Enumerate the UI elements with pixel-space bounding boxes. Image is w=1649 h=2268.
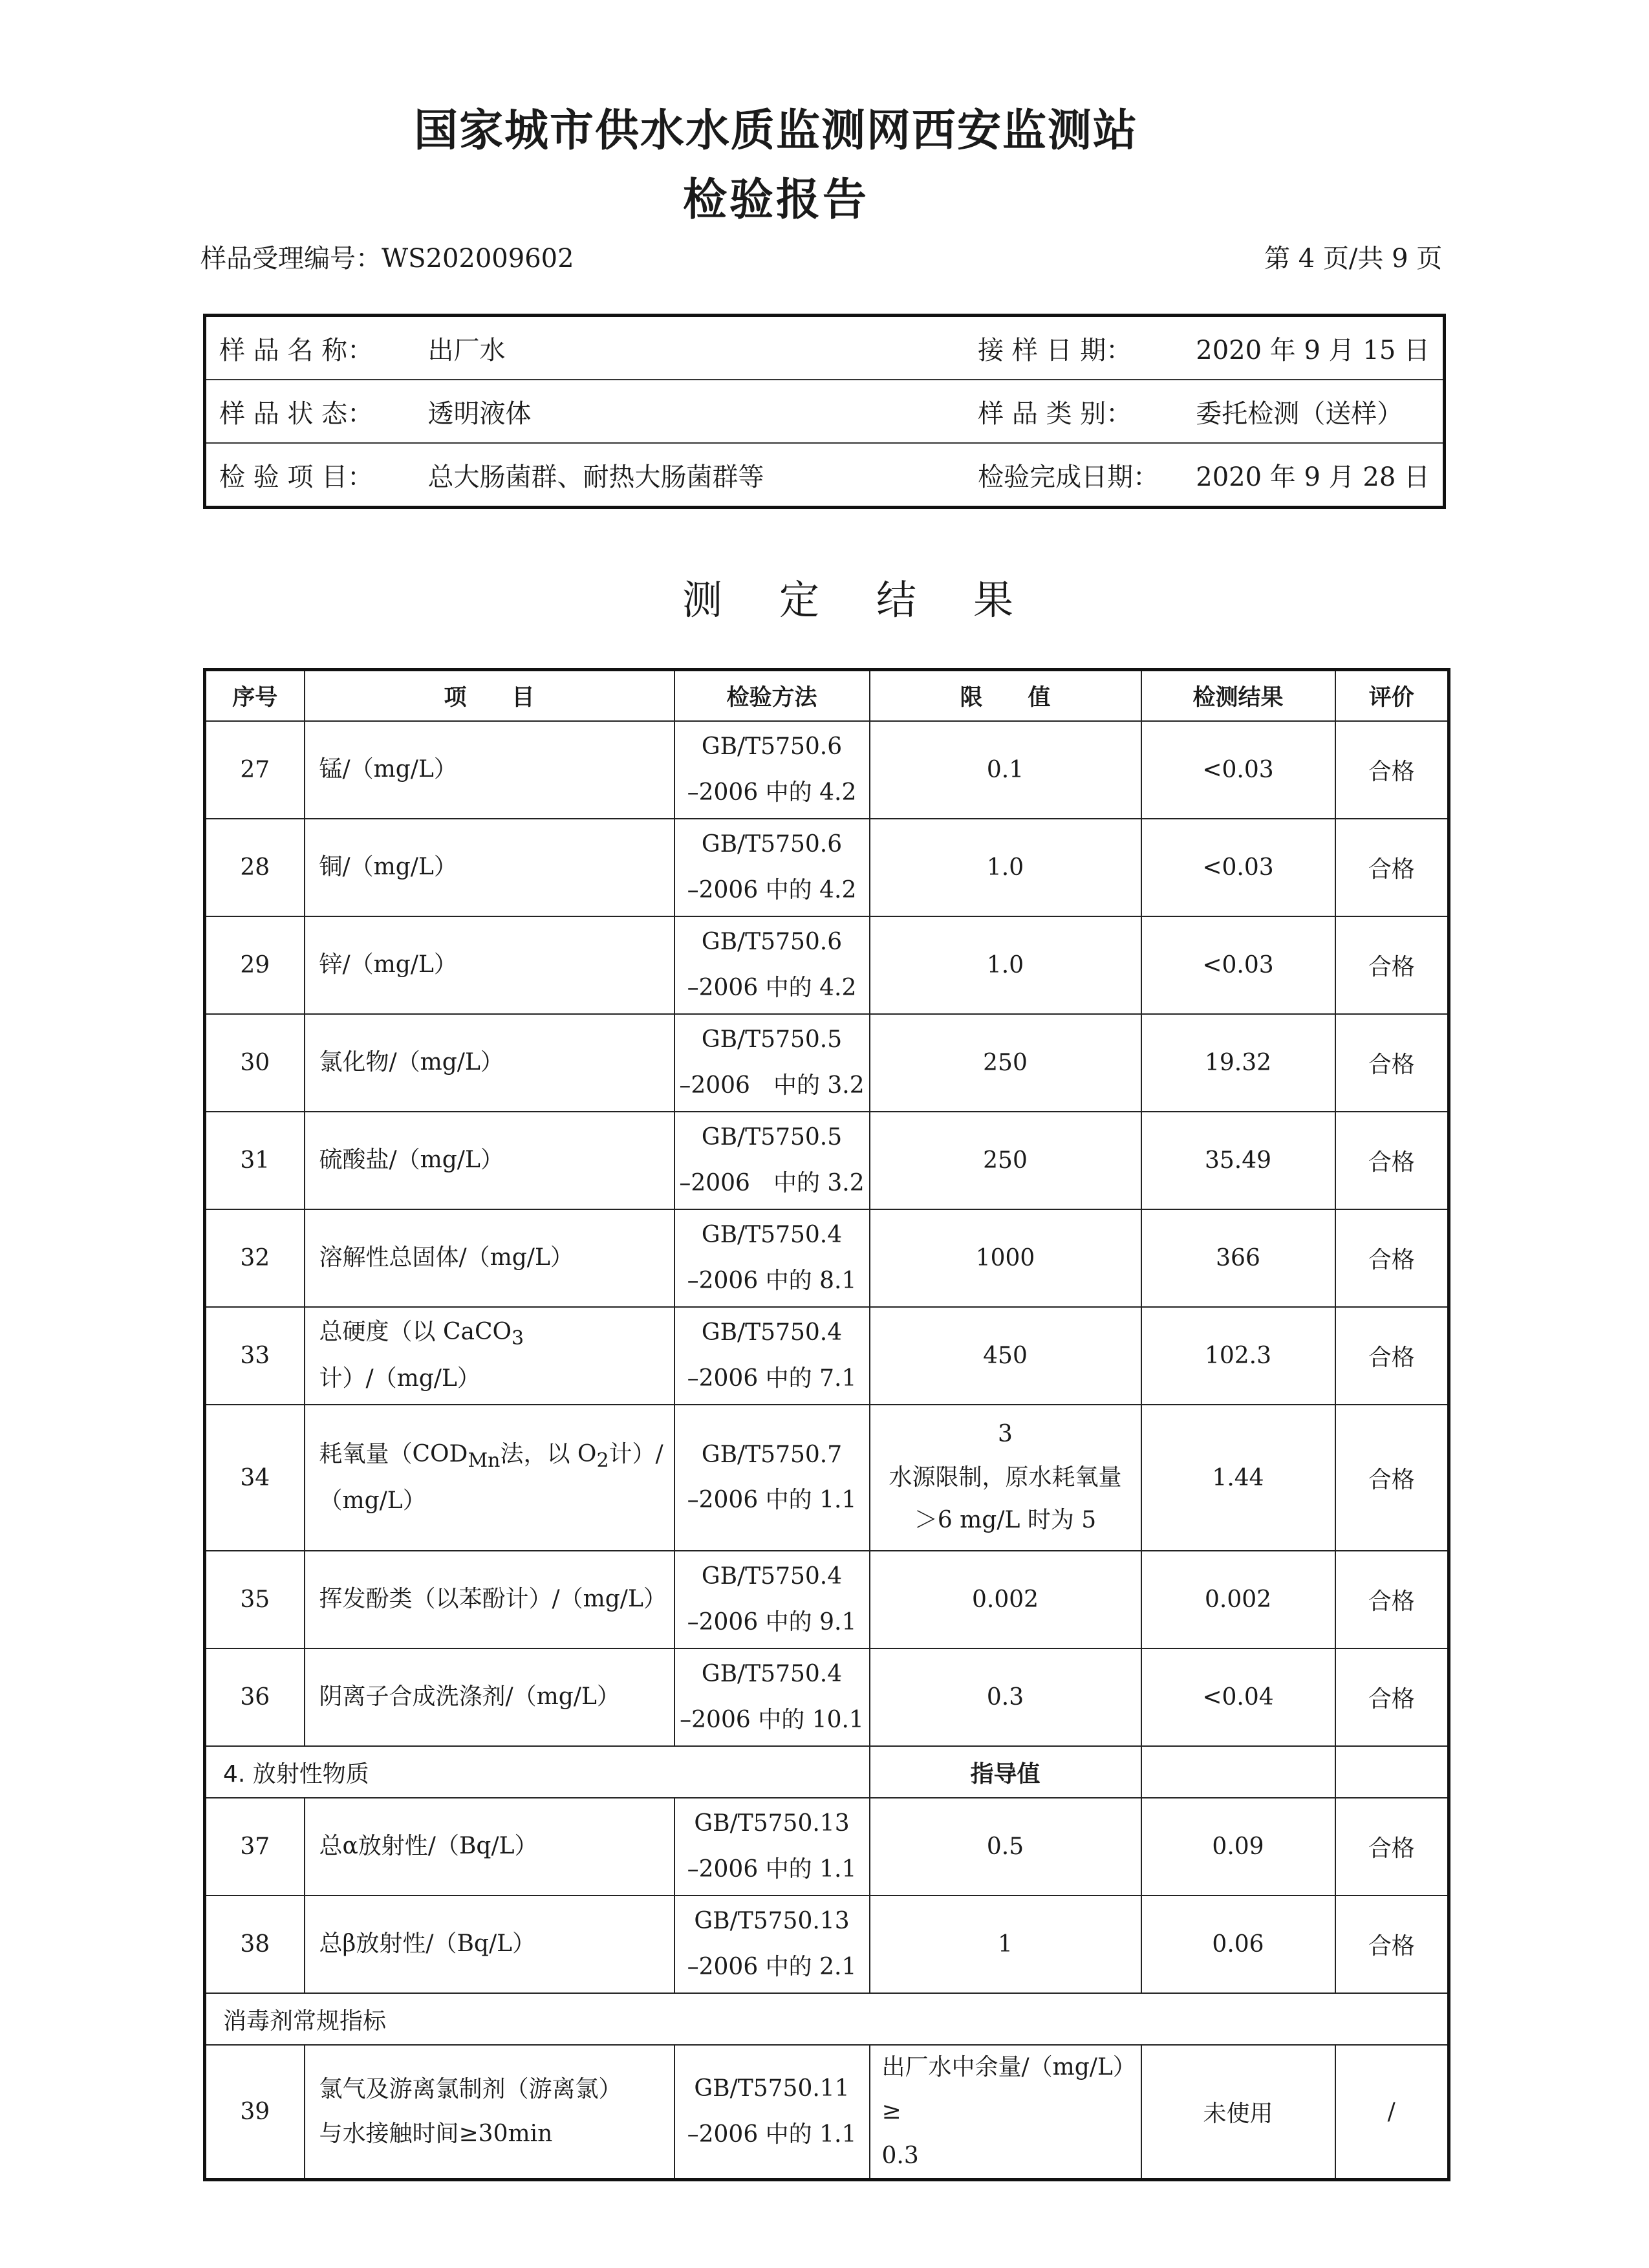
row-limit: 450 bbox=[870, 1307, 1141, 1405]
row-item: 总α放射性/（Bq/L） bbox=[305, 1798, 674, 1895]
item-text: 计）/ bbox=[609, 1440, 663, 1467]
row-eval: 合格 bbox=[1335, 1551, 1449, 1648]
method-line: –2006 中的 4.2 bbox=[687, 974, 857, 1001]
section-row-radioactive bbox=[205, 1746, 1449, 1798]
results-heading-char: 定 bbox=[779, 576, 821, 623]
row-item: 锌/（mg/L） bbox=[305, 916, 674, 1014]
row-result: 102.3 bbox=[1141, 1307, 1335, 1405]
method-line: –2006 中的 4.2 bbox=[687, 779, 857, 806]
row-no: 36 bbox=[205, 1648, 305, 1746]
item-line: 与水接触时间≥30min bbox=[319, 2120, 553, 2147]
row-result: <0.03 bbox=[1141, 819, 1335, 916]
row-no: 29 bbox=[205, 916, 305, 1014]
row-item: 溶解性总固体/（mg/L） bbox=[305, 1209, 674, 1307]
row-limit: 0.3 bbox=[870, 1648, 1141, 1746]
table-row bbox=[205, 721, 1449, 819]
method-line: GB/T5750.6 bbox=[701, 831, 843, 858]
table-row bbox=[205, 1551, 1449, 1648]
empty-cell bbox=[1141, 1746, 1335, 1798]
report-subtitle: 检验报告 bbox=[682, 175, 869, 226]
row-limit: 0.1 bbox=[870, 721, 1141, 819]
method-line: –2006 中的 1.1 bbox=[687, 1487, 857, 1513]
row-item bbox=[305, 1307, 674, 1405]
row-result: 未使用 bbox=[1141, 2045, 1335, 2180]
row-method bbox=[674, 1648, 870, 1746]
complete-date-value: 2020 年 9 月 28 日 bbox=[1196, 462, 1430, 492]
row-limit: 250 bbox=[870, 1014, 1141, 1112]
header-method: 检验方法 bbox=[674, 670, 870, 722]
header-eval: 评价 bbox=[1335, 670, 1449, 722]
row-method bbox=[674, 721, 870, 819]
section-label: 4. 放射性物质 bbox=[205, 1746, 870, 1798]
row-method bbox=[674, 1405, 870, 1551]
method-line: GB/T5750.13 bbox=[694, 1908, 850, 1935]
row-eval: 合格 bbox=[1335, 1405, 1449, 1551]
method-line: GB/T5750.4 bbox=[701, 1563, 843, 1590]
limit-line: ＞6 mg/L 时为 5 bbox=[914, 1507, 1097, 1534]
method-line: –2006 中的 7.1 bbox=[687, 1365, 857, 1392]
guide-value-header: 指导值 bbox=[870, 1746, 1141, 1798]
table-row bbox=[205, 916, 1449, 1014]
complete-date-label: 检验完成日期： bbox=[978, 462, 1159, 492]
row-method bbox=[674, 1798, 870, 1895]
report-title: 国家城市供水水质监测网西安监测站 bbox=[413, 105, 1138, 157]
table-row bbox=[205, 1895, 1449, 1993]
row-item bbox=[305, 2045, 674, 2180]
method-line: GB/T5750.6 bbox=[701, 733, 843, 761]
table-row bbox=[205, 1112, 1449, 1209]
item-subscript: 2 bbox=[596, 1449, 609, 1472]
table-row bbox=[205, 1014, 1449, 1112]
row-result: <0.03 bbox=[1141, 721, 1335, 819]
row-eval: 合格 bbox=[1335, 1798, 1449, 1895]
limit-line: 0.3 bbox=[881, 2142, 919, 2169]
row-method bbox=[674, 1209, 870, 1307]
table-row bbox=[205, 1405, 1449, 1551]
item-text: 总硬度（以 CaCO bbox=[319, 1319, 512, 1346]
row-result: <0.04 bbox=[1141, 1648, 1335, 1746]
row-method bbox=[674, 1014, 870, 1112]
header-item: 项 目 bbox=[305, 670, 674, 722]
method-line: –2006 中的 4.2 bbox=[687, 876, 857, 903]
table-row bbox=[205, 2045, 1449, 2180]
table-row bbox=[205, 1798, 1449, 1895]
row-eval: 合格 bbox=[1335, 1648, 1449, 1746]
row-limit: 0.002 bbox=[870, 1551, 1141, 1648]
row-eval: 合格 bbox=[1335, 1209, 1449, 1307]
row-no: 30 bbox=[205, 1014, 305, 1112]
row-limit: 1000 bbox=[870, 1209, 1141, 1307]
method-line: GB/T5750.4 bbox=[701, 1222, 843, 1249]
receive-date-label: 接 样 日 期： bbox=[965, 316, 1183, 380]
header-limit: 限 值 bbox=[870, 670, 1141, 722]
row-item: 氯化物/（mg/L） bbox=[305, 1014, 674, 1112]
limit-line: 水源限制，原水耗氧量 bbox=[889, 1463, 1122, 1491]
row-no: 27 bbox=[205, 721, 305, 819]
row-limit: 0.5 bbox=[870, 1798, 1141, 1895]
row-method bbox=[674, 1895, 870, 1993]
sample-accept-number: 样品受理编号：WS202009602 bbox=[200, 244, 574, 274]
row-item: 硫酸盐/（mg/L） bbox=[305, 1112, 674, 1209]
section-label: 消毒剂常规指标 bbox=[205, 1993, 1449, 2045]
row-result: 366 bbox=[1141, 1209, 1335, 1307]
empty-cell bbox=[1335, 1746, 1449, 1798]
method-line: –2006 中的 10.1 bbox=[680, 1706, 864, 1733]
limit-line: 出厂水中余量/（mg/L）≥ bbox=[881, 2054, 1136, 2125]
test-items-label: 检 验 项 目： bbox=[219, 462, 374, 492]
method-line: GB/T5750.11 bbox=[694, 2075, 850, 2102]
row-limit: 1 bbox=[870, 1895, 1141, 1993]
item-line: 氯气及游离氯制剂（游离氯） bbox=[319, 2076, 622, 2103]
row-item: 挥发酚类（以苯酚计）/（mg/L） bbox=[305, 1551, 674, 1648]
test-items-value: 总大肠菌群、耐热大肠菌群等 bbox=[427, 462, 764, 492]
method-line: –2006 中的 3.2 bbox=[679, 1169, 865, 1196]
sample-name-value: 出厂水 bbox=[415, 316, 965, 380]
item-line bbox=[319, 1432, 674, 1479]
row-item: 总β放射性/（Bq/L） bbox=[305, 1895, 674, 1993]
row-method bbox=[674, 1112, 870, 1209]
sample-type-label: 样 品 类 别： bbox=[965, 380, 1183, 443]
row-no: 37 bbox=[205, 1798, 305, 1895]
method-line: GB/T5750.5 bbox=[701, 1124, 843, 1151]
row-eval: / bbox=[1335, 2045, 1449, 2180]
method-line: –2006 中的 1.1 bbox=[687, 2121, 857, 2148]
limit-line: 3 bbox=[998, 1421, 1013, 1448]
method-line: GB/T5750.7 bbox=[701, 1441, 843, 1468]
row-limit: 250 bbox=[870, 1112, 1141, 1209]
table-row bbox=[205, 1648, 1449, 1746]
row-result: 0.09 bbox=[1141, 1798, 1335, 1895]
receive-date-value: 2020 年 9 月 15 日 bbox=[1183, 316, 1444, 380]
method-line: GB/T5750.6 bbox=[701, 929, 843, 956]
item-line: （mg/L） bbox=[319, 1487, 426, 1514]
row-no: 34 bbox=[205, 1405, 305, 1551]
row-no: 39 bbox=[205, 2045, 305, 2180]
row-no: 32 bbox=[205, 1209, 305, 1307]
row-result: 1.44 bbox=[1141, 1405, 1335, 1551]
row-eval: 合格 bbox=[1335, 1014, 1449, 1112]
row-result: 0.06 bbox=[1141, 1895, 1335, 1993]
row-eval: 合格 bbox=[1335, 1895, 1449, 1993]
sample-info-table bbox=[203, 314, 1446, 509]
row-item: 铜/（mg/L） bbox=[305, 819, 674, 916]
info-row bbox=[205, 443, 1445, 508]
results-heading-char: 果 bbox=[973, 576, 1015, 623]
row-no: 35 bbox=[205, 1551, 305, 1648]
row-item: 阴离子合成洗涤剂/（mg/L） bbox=[305, 1648, 674, 1746]
method-line: –2006 中的 3.2 bbox=[679, 1072, 865, 1099]
sample-state-value: 透明液体 bbox=[415, 380, 965, 443]
method-line: –2006 中的 1.1 bbox=[687, 1855, 857, 1883]
row-eval: 合格 bbox=[1335, 1307, 1449, 1405]
row-method bbox=[674, 1307, 870, 1405]
row-no: 38 bbox=[205, 1895, 305, 1993]
header-no: 序号 bbox=[205, 670, 305, 722]
row-no: 28 bbox=[205, 819, 305, 916]
row-eval: 合格 bbox=[1335, 819, 1449, 916]
method-line: –2006 中的 2.1 bbox=[687, 1953, 857, 1980]
item-subscript: Mn bbox=[468, 1449, 501, 1472]
item-text: 法，以 O bbox=[500, 1440, 597, 1467]
results-heading-char: 测 bbox=[682, 576, 724, 623]
table-row bbox=[205, 1209, 1449, 1307]
item-text: 计）/（mg/L） bbox=[319, 1365, 480, 1392]
section-row-disinfectant bbox=[205, 1993, 1449, 2045]
row-limit bbox=[870, 2045, 1141, 2180]
row-item: 锰/（mg/L） bbox=[305, 721, 674, 819]
row-result: 0.002 bbox=[1141, 1551, 1335, 1648]
table-row bbox=[205, 819, 1449, 916]
item-subscript: 3 bbox=[512, 1327, 524, 1350]
row-eval: 合格 bbox=[1335, 721, 1449, 819]
table-row bbox=[205, 1307, 1449, 1405]
row-eval: 合格 bbox=[1335, 1112, 1449, 1209]
page-indicator: 第 4 页/共 9 页 bbox=[1264, 244, 1443, 274]
method-line: GB/T5750.4 bbox=[701, 1319, 843, 1346]
sample-state-label: 样 品 状 态： bbox=[205, 380, 415, 443]
info-row bbox=[205, 316, 1445, 380]
results-heading-char: 结 bbox=[876, 576, 918, 623]
method-line: GB/T5750.4 bbox=[701, 1661, 843, 1688]
row-limit: 1.0 bbox=[870, 819, 1141, 916]
method-line: GB/T5750.5 bbox=[701, 1026, 843, 1053]
method-line: GB/T5750.13 bbox=[694, 1810, 850, 1837]
info-row bbox=[205, 380, 1445, 443]
row-result: 35.49 bbox=[1141, 1112, 1335, 1209]
header-result: 检测结果 bbox=[1141, 670, 1335, 722]
row-result: <0.03 bbox=[1141, 916, 1335, 1014]
sample-name-label: 样 品 名 称： bbox=[205, 316, 415, 380]
results-table bbox=[203, 668, 1450, 2181]
table-header-row bbox=[205, 670, 1449, 722]
item-text: 耗氧量（COD bbox=[319, 1440, 468, 1467]
sample-type-value: 委托检测（送样） bbox=[1183, 380, 1444, 443]
results-heading bbox=[682, 568, 1015, 625]
row-method bbox=[674, 916, 870, 1014]
row-limit: 1.0 bbox=[870, 916, 1141, 1014]
row-eval: 合格 bbox=[1335, 916, 1449, 1014]
row-method bbox=[674, 1551, 870, 1648]
row-result: 19.32 bbox=[1141, 1014, 1335, 1112]
row-item bbox=[305, 1405, 674, 1551]
row-no: 33 bbox=[205, 1307, 305, 1405]
row-method bbox=[674, 2045, 870, 2180]
method-line: –2006 中的 9.1 bbox=[687, 1608, 857, 1636]
row-limit bbox=[870, 1405, 1141, 1551]
row-method bbox=[674, 819, 870, 916]
row-no: 31 bbox=[205, 1112, 305, 1209]
method-line: –2006 中的 8.1 bbox=[687, 1267, 857, 1294]
